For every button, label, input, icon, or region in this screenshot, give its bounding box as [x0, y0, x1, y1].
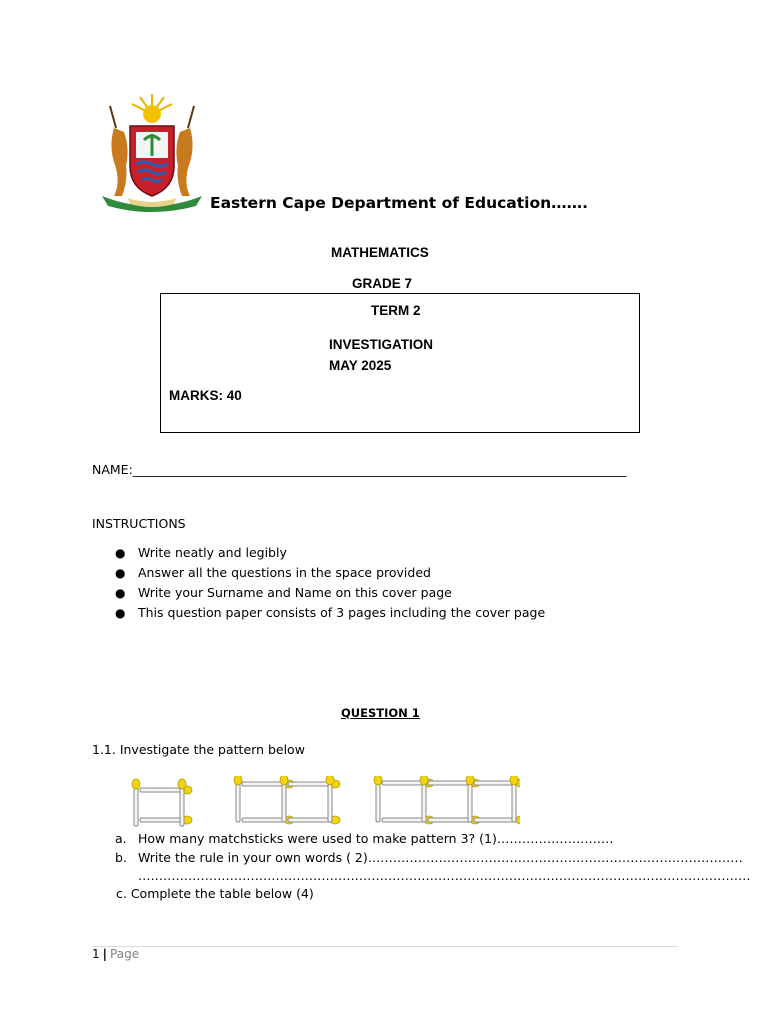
footer-divider — [92, 946, 678, 947]
subject-heading: MATHEMATICS — [331, 245, 429, 260]
matchstick-pattern-figure — [128, 776, 520, 828]
bullet-icon: ● — [115, 606, 126, 620]
bullet-icon: ● — [115, 566, 126, 580]
question-1-1-intro: 1.1. Investigate the pattern below — [92, 742, 305, 757]
name-field[interactable]: NAME:_______________________________________________________________________________ — [92, 462, 627, 477]
coat-of-arms-logo — [100, 88, 204, 212]
question-1-title: QUESTION 1 — [341, 706, 420, 720]
footer-separator: | — [102, 947, 108, 961]
page-number: 1 — [92, 947, 100, 961]
list-item: ● Answer all the questions in the space provided — [93, 563, 545, 583]
date-label: MAY 2025 — [329, 358, 392, 373]
page-label: Page — [110, 947, 140, 961]
bullet-icon: ● — [115, 586, 126, 600]
question-b-answer-line[interactable]: ………………………………………………………………………………………………………………………………… — [138, 868, 751, 883]
bullet-icon: ● — [115, 546, 126, 560]
instructions-heading: INSTRUCTIONS — [92, 516, 186, 531]
instructions-list — [93, 543, 545, 623]
list-item: ● Write your Surname and Name on this cover page — [93, 583, 545, 603]
marks-label: MARKS: 40 — [169, 388, 242, 403]
list-item: ● Write neatly and legibly — [93, 543, 545, 563]
list-item: ● This question paper consists of 3 pages including the cover page — [93, 603, 545, 623]
department-title: Eastern Cape Department of Education……. — [210, 194, 589, 212]
pattern-1 — [132, 779, 192, 826]
pattern-3 — [374, 776, 520, 824]
grade-heading: GRADE 7 — [352, 276, 413, 291]
pattern-2 — [234, 776, 340, 824]
task-label: INVESTIGATION — [329, 337, 434, 352]
page-footer — [92, 947, 139, 961]
question-c: c. Complete the table below (4) — [116, 886, 314, 901]
term-label: TERM 2 — [371, 303, 421, 318]
